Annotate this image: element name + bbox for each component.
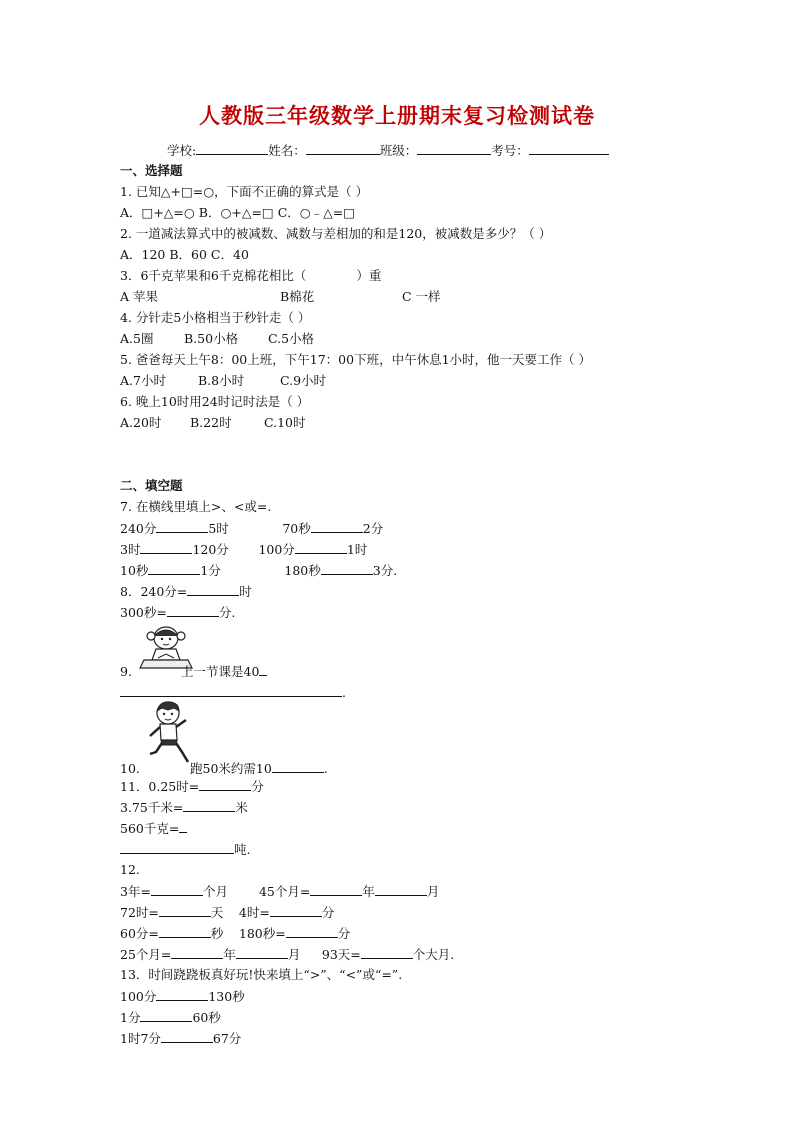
answer-blank[interactable] (310, 883, 362, 896)
q3-stem (120, 268, 381, 284)
q1-options: A．□+△=○ B．○+△=□ C．○﹣△=□ (120, 205, 356, 220)
q5-stem: 5. 爸爸每天上午8：00上班，下午17：00下班，中午休息1小时，他一天要工作（ ） (120, 352, 591, 367)
q7-r1a-right: 5时 (208, 521, 229, 536)
q11-line-1 (120, 778, 264, 795)
answer-blank[interactable] (236, 946, 288, 959)
q13-r3-left: 1时7分 (120, 1031, 161, 1046)
q2-options: A．120 B．60 C．40 (120, 247, 249, 262)
answer-blank[interactable] (270, 904, 322, 917)
q12-r2b-right: 分 (321, 905, 335, 920)
q12-r1b-right: 月 (426, 884, 440, 899)
class-blank[interactable] (417, 142, 491, 155)
q8-l1-right: 时 (239, 584, 252, 599)
q10-text: 跑50米约需10 (190, 761, 272, 776)
name-label: 姓名： (268, 143, 306, 158)
q9-text: 上一节课是40 (181, 664, 260, 679)
q7-r3b-right: 3分. (372, 563, 398, 578)
answer-blank[interactable] (199, 778, 251, 791)
q12-r4b-right: 个大月. (412, 947, 455, 962)
q5-option-b: B.8小时 (198, 373, 245, 388)
answer-blank[interactable] (183, 799, 235, 812)
q11-l2-right: 米 (235, 800, 248, 815)
q11-l3: 560千克= (120, 821, 180, 836)
answer-blank[interactable] (179, 820, 187, 833)
q3-option-a: A 苹果 (120, 289, 159, 304)
answer-blank[interactable] (171, 946, 223, 959)
q3-options (120, 289, 441, 305)
student-info-line (167, 142, 609, 159)
q12-r2a-right: 天 (210, 905, 224, 920)
answer-blank[interactable] (151, 883, 203, 896)
answer-blank[interactable] (148, 562, 200, 575)
q12-r4a-right: 月 (287, 947, 301, 962)
q8-line-1 (120, 583, 252, 600)
section-heading-fill: 二、填空题 (120, 478, 183, 493)
section-heading-choice: 一、选择题 (120, 163, 183, 178)
answer-blank[interactable] (120, 841, 234, 854)
q7-r3b-left: 180秒 (284, 563, 321, 578)
q11-line-4 (120, 841, 250, 858)
q10-number: 10. (120, 761, 140, 776)
q13-r1-left: 100分 (120, 989, 157, 1004)
q12-row-1 (120, 883, 439, 900)
q6-option-a: A.20时 (120, 415, 162, 430)
answer-blank[interactable] (259, 663, 267, 676)
q7-r1b-right: 2分 (362, 521, 384, 536)
answer-blank[interactable] (311, 520, 363, 533)
boy-running-icon (146, 700, 194, 764)
q11-l1-left: 11．0.25时= (120, 779, 200, 794)
answer-blank[interactable] (120, 684, 342, 697)
q12-r4a-mid: 年 (223, 947, 236, 962)
answer-blank[interactable] (140, 1009, 192, 1022)
number-label: 考号： (491, 143, 529, 158)
answer-blank[interactable] (167, 604, 219, 617)
q12-r3b-right: 分 (337, 926, 351, 941)
q11-l4-right: 吨. (234, 842, 251, 857)
q6-option-b: B.22时 (190, 415, 232, 430)
q12-number: 12. (120, 862, 140, 877)
q13-row-2 (120, 1009, 221, 1026)
q12-row-3 (120, 925, 350, 942)
q5-option-c: C.9小时 (280, 373, 327, 388)
q10-line (120, 760, 328, 777)
class-label: 班级： (379, 143, 418, 158)
answer-blank[interactable] (187, 583, 239, 596)
q7-r2b-left: 100分 (258, 542, 295, 557)
q13-r2-right: 60秒 (192, 1010, 221, 1025)
q10-tail: . (323, 761, 328, 776)
q6-option-c: C.10时 (264, 415, 306, 430)
q7-row-2 (120, 541, 367, 558)
answer-blank[interactable] (375, 883, 427, 896)
q1-stem: 1. 已知△+□=○，下面不正确的算式是（ ） (120, 184, 369, 199)
q12-r4b-left: 93天= (321, 947, 361, 962)
q9-number: 9. (120, 664, 132, 679)
q8-l2-right: 分. (218, 605, 236, 620)
q12-r3a-left: 60分= (120, 926, 159, 941)
q8-l1-left: 8．240分= (120, 584, 188, 599)
q12-row-4 (120, 946, 454, 963)
school-label: 学校: (167, 143, 197, 158)
q11-l2-left: 3.75千米= (120, 800, 184, 815)
q12-r1b-mid: 年 (362, 884, 375, 899)
q3-option-c: C 一样 (402, 289, 441, 304)
q4-stem: 4. 分针走5小格相当于秒针走（ ） (120, 310, 311, 325)
q3-stem-a: 3．6千克苹果和6千克棉花相比（ (120, 268, 307, 283)
school-blank[interactable] (196, 142, 268, 155)
q12-r1a-left: 3年= (120, 884, 151, 899)
q8-line-2 (120, 604, 235, 621)
q2-stem: 2. 一道减法算式中的被减数、减数与差相加的和是120，被减数是多少？（ ） (120, 226, 552, 241)
answer-blank[interactable] (140, 541, 192, 554)
q12-r4a-left: 25个月= (120, 947, 172, 962)
q7-stem: 7. 在横线里填上>、<或=. (120, 499, 272, 514)
q6-options (120, 415, 306, 431)
q7-r3a-left: 10秒 (120, 563, 149, 578)
answer-blank[interactable] (295, 541, 347, 554)
q12-r1b-left: 45个月= (258, 884, 311, 899)
answer-blank[interactable] (156, 520, 208, 533)
q13-r3-right: 67分 (212, 1031, 242, 1046)
q13-stem: 13．时间跷跷板真好玩!快来填上“>”、“<”或“=”. (120, 967, 403, 982)
q13-row-3 (120, 1030, 241, 1047)
q4-option-c: C.5小格 (268, 331, 315, 346)
q9-line (120, 663, 267, 680)
q12-r3a-right: 秒 (210, 926, 224, 941)
q7-r1a-left: 240分 (120, 521, 157, 536)
q11-l1-right: 分 (251, 779, 264, 794)
number-blank[interactable] (529, 142, 609, 155)
q12-r2b-left: 4时= (238, 905, 270, 920)
q8-l2-left: 300秒= (120, 605, 167, 620)
answer-blank[interactable] (159, 925, 211, 938)
answer-blank[interactable] (161, 1030, 213, 1043)
q11-line-3 (120, 820, 187, 837)
q7-row-3 (120, 562, 397, 579)
q13-row-1 (120, 988, 245, 1005)
name-blank[interactable] (306, 142, 380, 155)
q12-r2a-left: 72时= (120, 905, 159, 920)
q4-option-b: B.50小格 (184, 331, 239, 346)
q7-r2a-left: 3时 (120, 542, 141, 557)
q7-r3a-right: 1分 (200, 563, 221, 578)
q7-r1b-left: 70秒 (282, 521, 311, 536)
q12-r3b-left: 180秒= (238, 926, 286, 941)
q4-options (120, 331, 314, 347)
exam-title: 人教版三年级数学上册期末复习检测试卷 (199, 103, 595, 128)
q5-options (120, 373, 326, 389)
q5-option-a: A.7小时 (120, 373, 166, 388)
q6-stem: 6. 晚上10时用24时记时法是（ ） (120, 394, 310, 409)
q13-r2-left: 1分 (120, 1010, 141, 1025)
q13-r1-right: 130秒 (208, 989, 245, 1004)
q11-line-2 (120, 799, 248, 816)
q12-row-2 (120, 904, 334, 921)
answer-blank[interactable] (159, 904, 211, 917)
q7-r2b-right: 1时 (346, 542, 368, 557)
q7-r2a-right: 120分 (192, 542, 229, 557)
q3-stem-b: ）重 (356, 268, 382, 283)
answer-blank[interactable] (156, 988, 208, 1001)
answer-blank[interactable] (272, 760, 324, 773)
answer-blank[interactable] (286, 925, 338, 938)
q12-r1a-right: 个月 (202, 884, 228, 899)
q4-option-a: A.5圈 (120, 331, 154, 346)
q9-tail: . (342, 685, 346, 700)
q7-row-1 (120, 520, 383, 537)
answer-blank[interactable] (361, 946, 413, 959)
q9-line-2 (120, 684, 346, 701)
q3-option-b: B棉花 (280, 289, 315, 304)
answer-blank[interactable] (321, 562, 373, 575)
